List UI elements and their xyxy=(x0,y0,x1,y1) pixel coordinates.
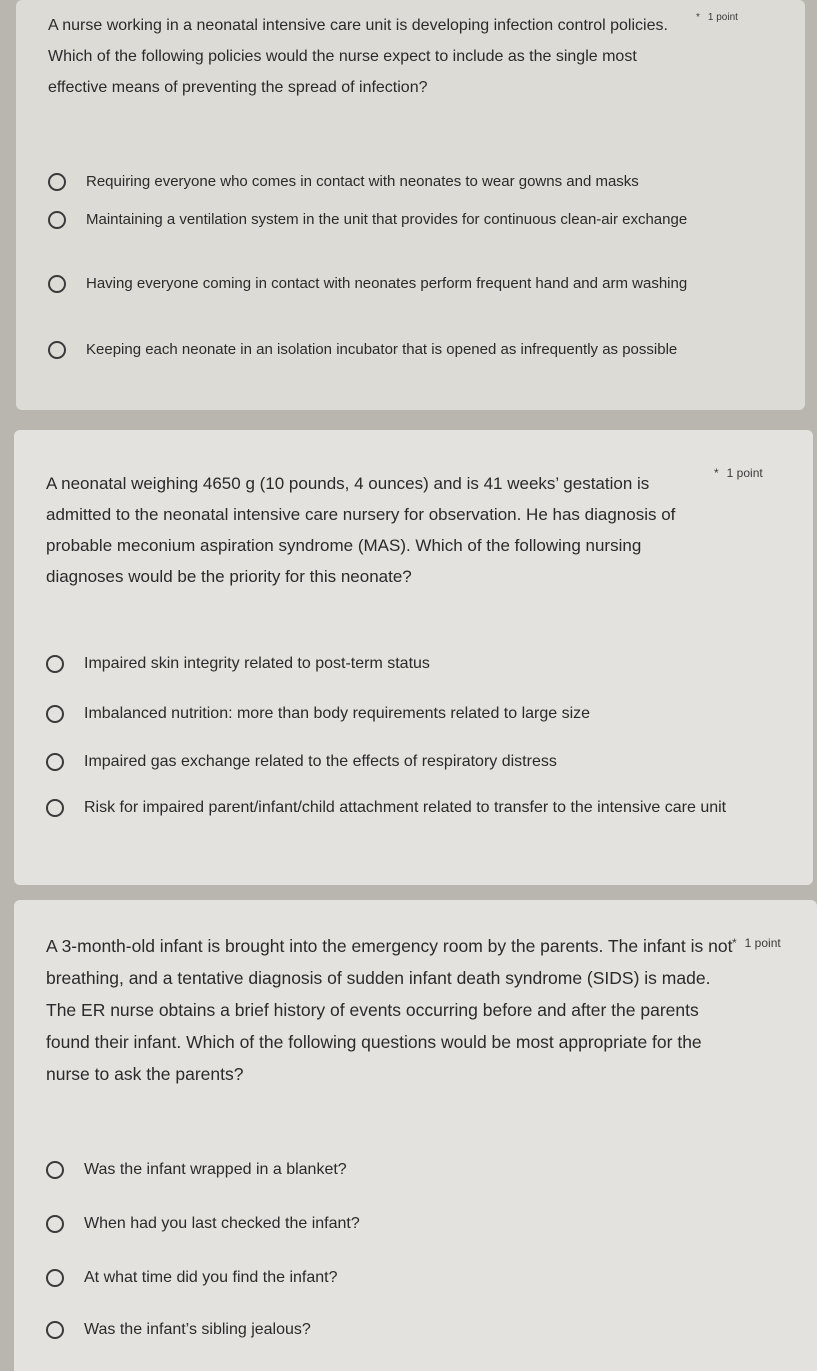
radio-circle-icon[interactable] xyxy=(46,1215,64,1233)
option-label: Requiring everyone who comes in contact with neonates to wear gowns and masks xyxy=(86,173,639,190)
option-label: Impaired gas exchange related to the effects of respiratory distress xyxy=(84,753,557,770)
radio-circle-icon[interactable] xyxy=(46,799,64,817)
option-radio[interactable] xyxy=(46,1154,764,1185)
option-label: Impaired skin integrity related to post-term status xyxy=(84,655,430,672)
option-radio[interactable] xyxy=(46,746,774,777)
points-value: 1 point xyxy=(744,936,781,950)
points-label xyxy=(714,466,763,480)
points-label xyxy=(696,12,738,23)
option-radio[interactable] xyxy=(46,792,774,823)
option-radio[interactable] xyxy=(48,334,746,365)
question-text: A neonatal weighing 4650 g (10 pounds, 4 ounces) and is 41 weeks’ gestation is admitted to the neonatal intensive care nursery for observation. He has diagnosis of probable meconium aspiration syndrome (MAS). Which of the following nursing diagnoses would be the priority for this neonate? xyxy=(46,474,676,586)
option-radio[interactable] xyxy=(48,204,746,235)
option-label: Was the infant wrapped in a blanket? xyxy=(84,1161,347,1178)
points-value: 1 point xyxy=(726,466,763,480)
radio-circle-icon[interactable] xyxy=(48,173,66,191)
required-star: * xyxy=(696,12,700,23)
option-radio[interactable] xyxy=(48,166,746,197)
required-star: * xyxy=(714,466,719,480)
option-label: Was the infant’s sibling jealous? xyxy=(84,1321,311,1338)
question-text: A nurse working in a neonatal intensive care unit is developing infection control policies. Which of the following policies would the nurse expect to include as the single most effective means of preventing the spread of infection? xyxy=(48,17,668,96)
option-label: Maintaining a ventilation system in the unit that provides for continuous clean-air exchange xyxy=(86,211,688,228)
points-label xyxy=(732,936,781,950)
option-radio[interactable] xyxy=(46,1314,764,1345)
points-value: 1 point xyxy=(707,12,738,23)
question-card-2 xyxy=(14,430,813,885)
radio-circle-icon[interactable] xyxy=(46,1269,64,1287)
option-radio[interactable] xyxy=(48,268,746,299)
required-star: * xyxy=(732,936,737,950)
radio-circle-icon[interactable] xyxy=(48,341,66,359)
option-label: At what time did you find the infant? xyxy=(84,1269,338,1286)
question-card-3 xyxy=(14,900,817,1371)
question-text: A 3-month-old infant is brought into the emergency room by the parents. The infant is not breathing, and a tentative diagnosis of sudden infant death syndrome (SIDS) is made. The ER nurse obtains a brief history of events occurring before and after the parents found their infant. Which of the following questions would be most appropriate for the nurse to ask the parents? xyxy=(46,936,733,1084)
radio-circle-icon[interactable] xyxy=(46,753,64,771)
option-label: Imbalanced nutrition: more than body requirements related to large size xyxy=(84,705,591,722)
radio-circle-icon[interactable] xyxy=(48,275,66,293)
option-radio[interactable] xyxy=(46,648,774,679)
option-label: Keeping each neonate in an isolation incubator that is opened as infrequently as possible xyxy=(86,341,678,358)
radio-circle-icon[interactable] xyxy=(46,1161,64,1179)
option-label: Having everyone coming in contact with neonates perform frequent hand and arm washing xyxy=(86,275,688,292)
radio-circle-icon[interactable] xyxy=(46,1321,64,1339)
radio-circle-icon[interactable] xyxy=(46,705,64,723)
radio-circle-icon[interactable] xyxy=(46,655,64,673)
question-card-1 xyxy=(16,0,805,410)
option-radio[interactable] xyxy=(46,1262,764,1293)
option-label: When had you last checked the infant? xyxy=(84,1215,360,1232)
option-radio[interactable] xyxy=(46,698,774,729)
option-radio[interactable] xyxy=(46,1208,764,1239)
option-label: Risk for impaired parent/infant/child attachment related to transfer to the intensive care unit xyxy=(84,799,727,816)
radio-circle-icon[interactable] xyxy=(48,211,66,229)
